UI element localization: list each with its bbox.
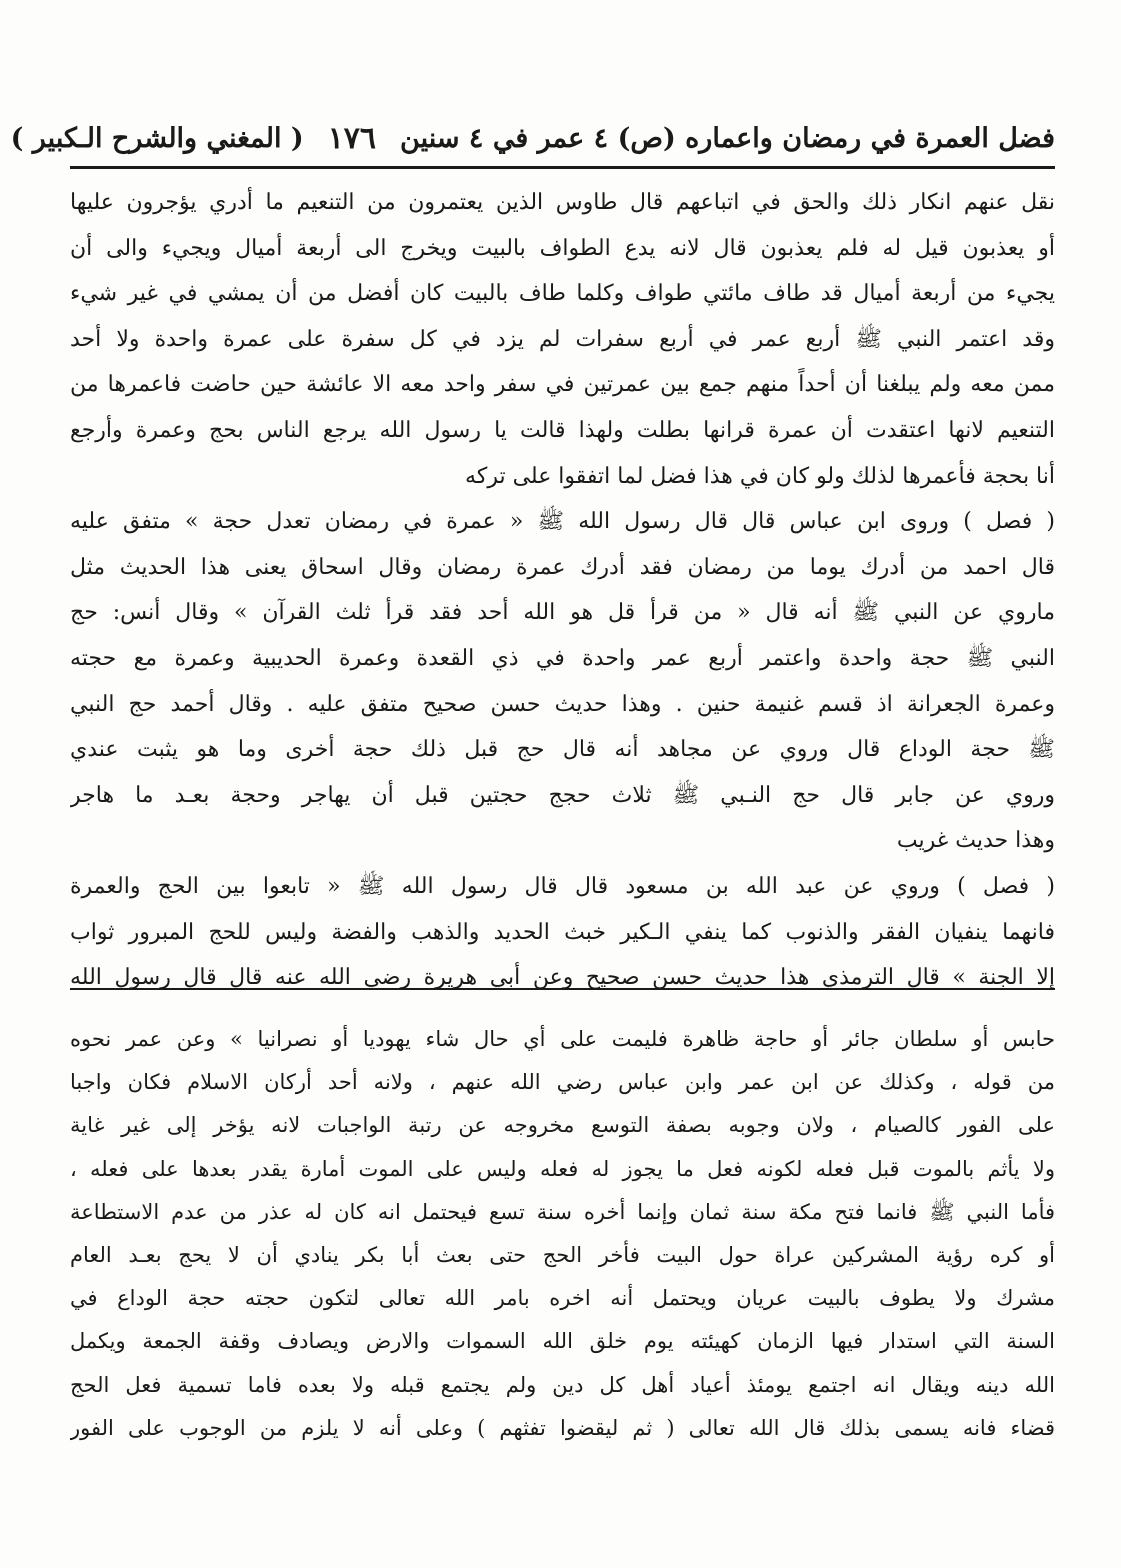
text-line: أو كره رؤية المشركين عراة حول البيت فأخر الحج حتى بعث أبا بكر ينادي أن لا يحج بعـد العام (70, 1242, 1055, 1267)
text-line: وعمرة الجعرانة اذ قسم غنيمة حنين . وهذا حديث حسن صحيح متفق عليه . وقال أحمد حج النبي (70, 691, 1055, 717)
text-line: وهذا حديث غريب (896, 828, 1055, 854)
footnote-divider (70, 988, 1055, 990)
text-line: أنا بحجة فأعمرها لذلك ولو كان في هذا فضل لما اتفقوا على تركه (465, 463, 1055, 489)
text-line: نقل عنهم انكار ذلك والحق في اتباعهم قال طاوس الذين يعتمرون من التنعيم ما أدري يؤجرون عليها (70, 190, 1055, 215)
text-line: ماروي عن النبي ﷺ أنه قال « من قرأ قل هو الله أحد فقد قرأ ثلث القرآن » وقال أنس: حج (70, 600, 1055, 626)
header-rule (70, 166, 1055, 169)
text-line: إلا الجنة » قال الترمذي هذا حديث حسن صحيح وعن أبي هريرة رضي الله عنه قال قال رسول الله (70, 965, 1055, 991)
text-line: فانهما ينفيان الفقر والذنوب كما ينفي الـكير خبث الحديد والذهب والفضة وليس للحج المبرور ثواب (70, 919, 1055, 945)
text-line: يجيء من أربعة أميال قد طاف مائتي طواف وكلما طاف بالبيت كان أفضل من أن يمشي في غير شيء (70, 281, 1055, 307)
text-line: على الفور كالصيام ، ولان وجوبه بصفة التوسع مخروجه عن رتبة الواجبات لانه يؤخر إلى غير غاية (70, 1113, 1055, 1138)
text-line: قال احمد من أدرك يوما من رمضان فقد أدرك عمرة رمضان وقال اسحاق يعنى هذا الحديث مثل (70, 554, 1055, 580)
text-line: ( فصل ) وروي عن عبد الله بن مسعود قال قال رسول الله ﷺ « تابعوا بين الحج والعمرة (70, 873, 1055, 899)
text-line: فأما النبي ﷺ فانما فتح مكة سنة ثمان وإنما أخره سنة تسع فيحتمل انه كان له عذر من عدم الاستطاعة (70, 1199, 1055, 1224)
text-line: من قوله ، وكذلك عن ابن عمر وابن عباس رضي الله عنهم ، ولانه أحد أركان الاسلام فكان واجبا (70, 1070, 1055, 1095)
text-line: وقد اعتمر النبي ﷺ أربع عمر في أربع سفرات لم يزد في كل سفرة على عمرة واحدة ولا أحد (70, 326, 1055, 352)
text-line: النبي ﷺ حجة واحدة واعتمر أربع عمر واحدة في ذي القعدة وعمرة الحديبية وعمرة مع حجته (70, 645, 1055, 671)
commentary-text-block (70, 1018, 1055, 1450)
main-text-block (70, 180, 1055, 1001)
text-line: ( فصل ) وروى ابن عباس قال قال رسول الله ﷺ « عمرة في رمضان تعدل حجة » متفق عليه (70, 509, 1055, 535)
text-line: وروي عن جابر قال حج النـبي ﷺ ثلاث حجج حجتين قبل أن يهاجر وحجة بعـد ما هاجر (70, 782, 1055, 808)
text-line: السنة التي استدار فيها الزمان كهيئته يوم خلق الله السموات والارض ويصادف وقفة الجمعة ويكمل (70, 1329, 1055, 1354)
text-line: التنعيم لانها اعتقدت أن عمرة قرانها بطلت ولهذا قالت يا رسول الله يرجع الناس بحج وعمرة وأرجع (70, 417, 1055, 443)
book-title: ( المغني والشرح الـكبير ) (10, 122, 304, 154)
text-line: أو يعذبون قيل له فلم يعذبون قال لانه يدع الطواف بالبيت ويخرج الى أربعة أميال ويجيء والى أن (70, 235, 1055, 261)
text-line: ممن معه ولم يبلغنا أن أحداً منهم جمع بين عمرتين في سفر واحد معه الا عائشة حين حاضت فاعمرها من (70, 372, 1055, 398)
text-line: قضاء فانه يسمى بذلك قال الله تعالى ( ثم ليقضوا تفثهم ) وعلى أنه لا يلزم من الوجوب على الفور (70, 1415, 1055, 1440)
text-line: ﷺ حجة الوداع قال وروي عن مجاهد أنه قال حج قبل ذلك حجة أخرى وما هو يثبت عندي (70, 737, 1055, 763)
running-title: فضل العمرة في رمضان واعماره (ص) ٤ عمر في ٤ سنين (400, 122, 1055, 154)
text-line: الله دينه ويقال انه اجتمع يومئذ أعياد أهل كل دين ولم يجتمع قبله ولا بعده فاما تسمية فعل الحج (70, 1372, 1055, 1397)
page-number: ١٧٦ (327, 120, 377, 156)
text-line: حابس أو سلطان جائر أو حاجة ظاهرة فليمت على أي حال شاء يهوديا أو نصرانيا » وعن عمر نحوه (70, 1027, 1055, 1051)
text-line: مشرك ولا يطوف بالبيت عريان ويحتمل أنه اخره بامر الله تعالى لتكون حجته حجة الوداع في (70, 1286, 1055, 1311)
text-line: ولا يأثم بالموت قبل فعله لكونه فعل ما يجوز له فعله وليس على الموت أمارة يقدر بعدها على فعله ، (70, 1156, 1055, 1181)
page-header (10, 112, 1055, 164)
